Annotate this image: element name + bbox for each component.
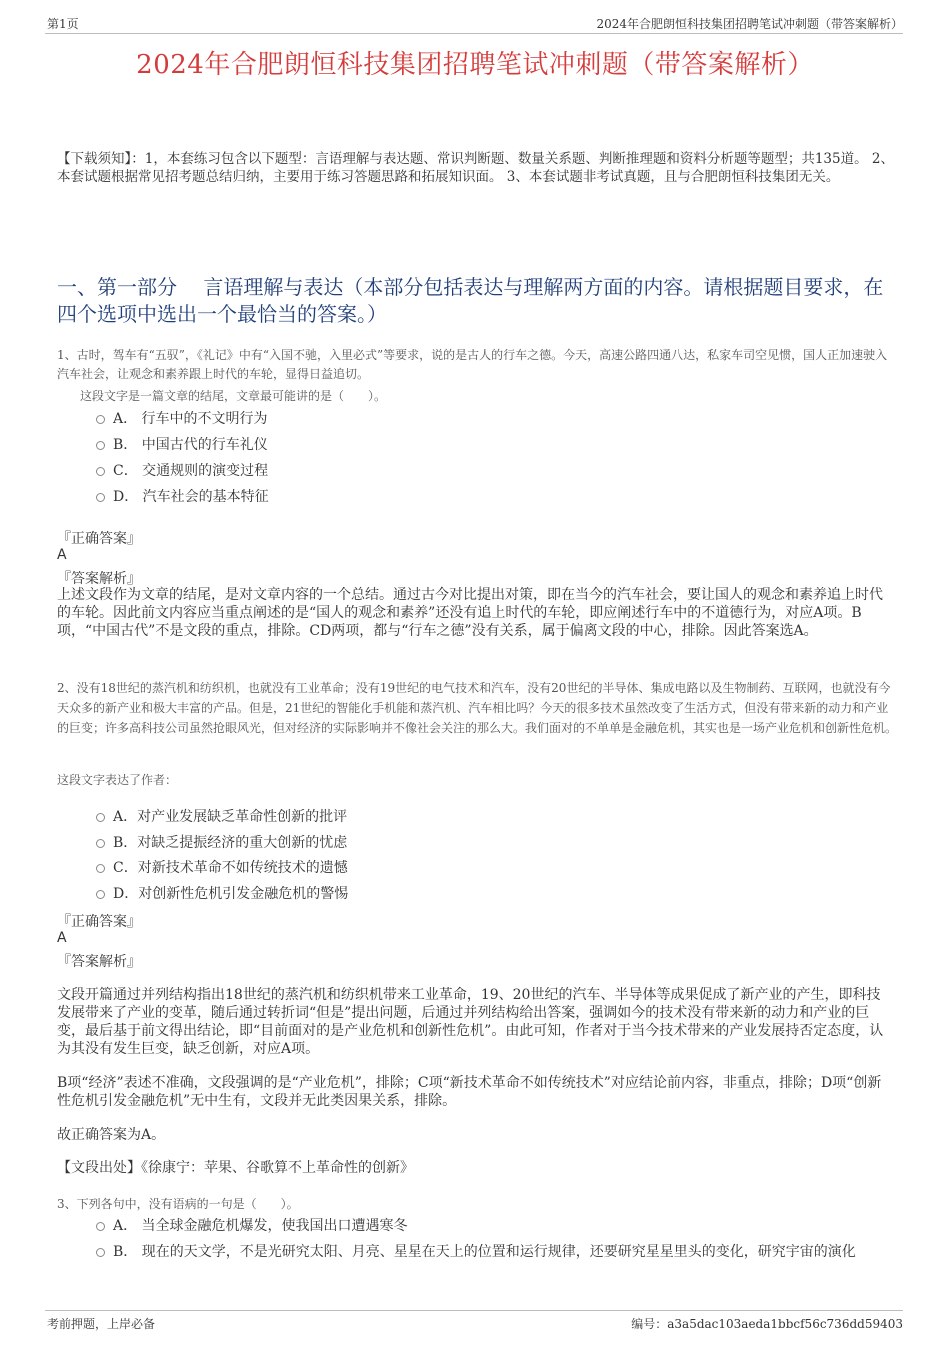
- q2-option-b[interactable]: [96, 832, 347, 852]
- download-notice: 【下载须知】：1，本套练习包含以下题型：言语理解与表达题、常识判断题、数量关系题、判断推理题和资料分析题等题型；共135道。 2、本套试题根据常见招考题总结归纳，主要用于练习答题思路和拓展知识面。 3、本套试题非考试真题，且与合肥朗恒科技集团无关。: [57, 151, 894, 185]
- option-label: A． 当全球金融危机爆发，使我国出口遭遇寒冬: [113, 1218, 408, 1234]
- page-title: 2024年合肥朗恒科技集团招聘笔试冲刺题（带答案解析）: [136, 50, 814, 80]
- footer-doc-id: 编号：a3a5dac103aeda1bbcf56c736dd59403: [631, 1317, 903, 1331]
- option-label: D．对创新性危机引发金融危机的警惕: [113, 886, 349, 902]
- option-label: B． 现在的天文学，不是光研究太阳、月亮、星星在天上的位置和运行规律，还要研究星星里头的变化，研究宇宙的演化: [113, 1244, 856, 1260]
- option-label: C．对新技术革命不如传统技术的遗憾: [113, 860, 348, 876]
- q2-option-a[interactable]: [96, 806, 347, 826]
- section-title: 一、第一部分 言语理解与表达（本部分包括表达与理解两方面的内容。请根据题目要求，在四个选项中选出一个最恰当的答案。）: [57, 275, 884, 326]
- radio-icon[interactable]: [96, 890, 105, 899]
- radio-icon[interactable]: [96, 1248, 105, 1257]
- header-divider: [45, 33, 903, 34]
- option-label: D． 汽车社会的基本特征: [113, 489, 269, 505]
- q1-option-a[interactable]: [96, 408, 268, 428]
- radio-icon[interactable]: [96, 467, 105, 476]
- option-label: A． 行车中的不文明行为: [113, 411, 268, 427]
- q2-answer-label: 『正确答案』: [57, 914, 141, 930]
- footer-divider: [45, 1310, 903, 1311]
- option-label: B．对缺乏提振经济的重大创新的忧虑: [113, 835, 348, 851]
- option-label: C． 交通规则的演变过程: [113, 463, 269, 479]
- q2-stem: 2、没有18世纪的蒸汽机和纺织机，也就没有工业革命；没有19世纪的电气技术和汽车，没有20世纪的半导体、集成电路以及生物制药、互联网，也就没有今天众多的新产业和极大丰富的产品。但是，21世纪的智能化手机能和蒸汽机、汽车相比吗？今天的很多技术虽然改变了生活方式，但没有带来新的动力和产业的巨变；许多高科技公司虽然抢眼风光，但对经济的实际影响并不像社会关注的那么大。我们面对的不单单是金融危机，其实也是一场产业危机和创新性危机。: [57, 681, 898, 735]
- q1-stem: 1、古时，驾车有“五驭”，《礼记》中有“入国不驰，入里必式”等要求，说的是古人的行车之德。今天，高速公路四通八达，私家车司空见惯，国人正加速驶入汽车社会，让观念和素养跟上时代的车轮，显得日益追切。: [57, 348, 888, 381]
- q2-analysis-p1: 文段开篇通过并列结构指出18世纪的蒸汽机和纺织机带来工业革命，19、20世纪的汽车、半导体等成果促成了新产业的产生，即科技发展带来了产业的变革，随后通过转折词“但是”提出问题，后通过并列结构给出答案，强调如今的技术没有带来新的动力和产业的巨变，最后基于前文得出结论，即“目前面对的是产业危机和创新性危机”。由此可知，作者对于当今技术带来的产业发展持否定态度，认为其没有发生巨变，缺乏创新，对应A项。: [57, 987, 884, 1057]
- q2-analysis-p2: B项“经济”表述不准确，文段强调的是“产业危机”，排除；C项“新技术革命不如传统技术”对应结论前内容，非重点，排除；D项“创新性危机引发金融危机”无中生有，文段并无此类因果关系，排除。: [57, 1075, 882, 1109]
- q2-source: 【文段出处】《徐康宁：苹果、谷歌算不上革命性的创新》: [57, 1160, 414, 1176]
- q1-option-b[interactable]: [96, 434, 268, 454]
- q1-answer-label: 『正确答案』: [57, 531, 141, 547]
- q2-analysis-label: 『答案解析』: [57, 954, 141, 970]
- header-doc-title: 2024年合肥朗恒科技集团招聘笔试冲刺题（带答案解析）: [596, 17, 903, 31]
- footer-slogan: 考前押题，上岸必备: [47, 1317, 156, 1331]
- q2-option-d[interactable]: [96, 883, 348, 903]
- q3-option-b[interactable]: [96, 1242, 896, 1262]
- q2-answer: A: [57, 930, 67, 946]
- q3-stem: 3、下列各句中，没有语病的一句是（ ）。: [57, 1197, 299, 1211]
- option-label: A．对产业发展缺乏革命性创新的批评: [113, 809, 348, 825]
- q1-analysis: 上述文段作为文章的结尾，是对文章内容的一个总结。通过古今对比提出对策，即在当今的汽车社会，要让国人的观念和素养追上时代的车轮。因此前文内容应当重点阐述的是“国人的观念和素养”还没有追上时代的车轮，即应阐述行车中的不道德行为，对应A项。B项，“中国古代”不是文段的重点，排除。CD两项，都与“行车之德”没有关系，属于偏离文段的中心，排除。因此答案选A。: [57, 587, 883, 639]
- radio-icon[interactable]: [96, 839, 105, 848]
- radio-icon[interactable]: [96, 864, 105, 873]
- q1-analysis-label: 『答案解析』: [57, 571, 141, 587]
- radio-icon[interactable]: [96, 1222, 105, 1231]
- q2-option-c[interactable]: [96, 857, 348, 877]
- q1-answer: A: [57, 547, 67, 563]
- option-label: B． 中国古代的行车礼仪: [113, 437, 268, 453]
- radio-icon[interactable]: [96, 493, 105, 502]
- radio-icon[interactable]: [96, 813, 105, 822]
- q1-option-d[interactable]: [96, 486, 269, 506]
- page-number: 第1页: [47, 17, 79, 31]
- q3-option-a[interactable]: [96, 1215, 408, 1235]
- q1-question: 这段文字是一篇文章的结尾，文章最可能讲的是（ ）。: [80, 389, 387, 403]
- radio-icon[interactable]: [96, 441, 105, 450]
- q1-option-c[interactable]: [96, 460, 268, 480]
- q2-analysis-p3: 故正确答案为A。: [57, 1127, 166, 1143]
- q2-question: 这段文字表达了作者：: [57, 773, 178, 787]
- radio-icon[interactable]: [96, 415, 105, 424]
